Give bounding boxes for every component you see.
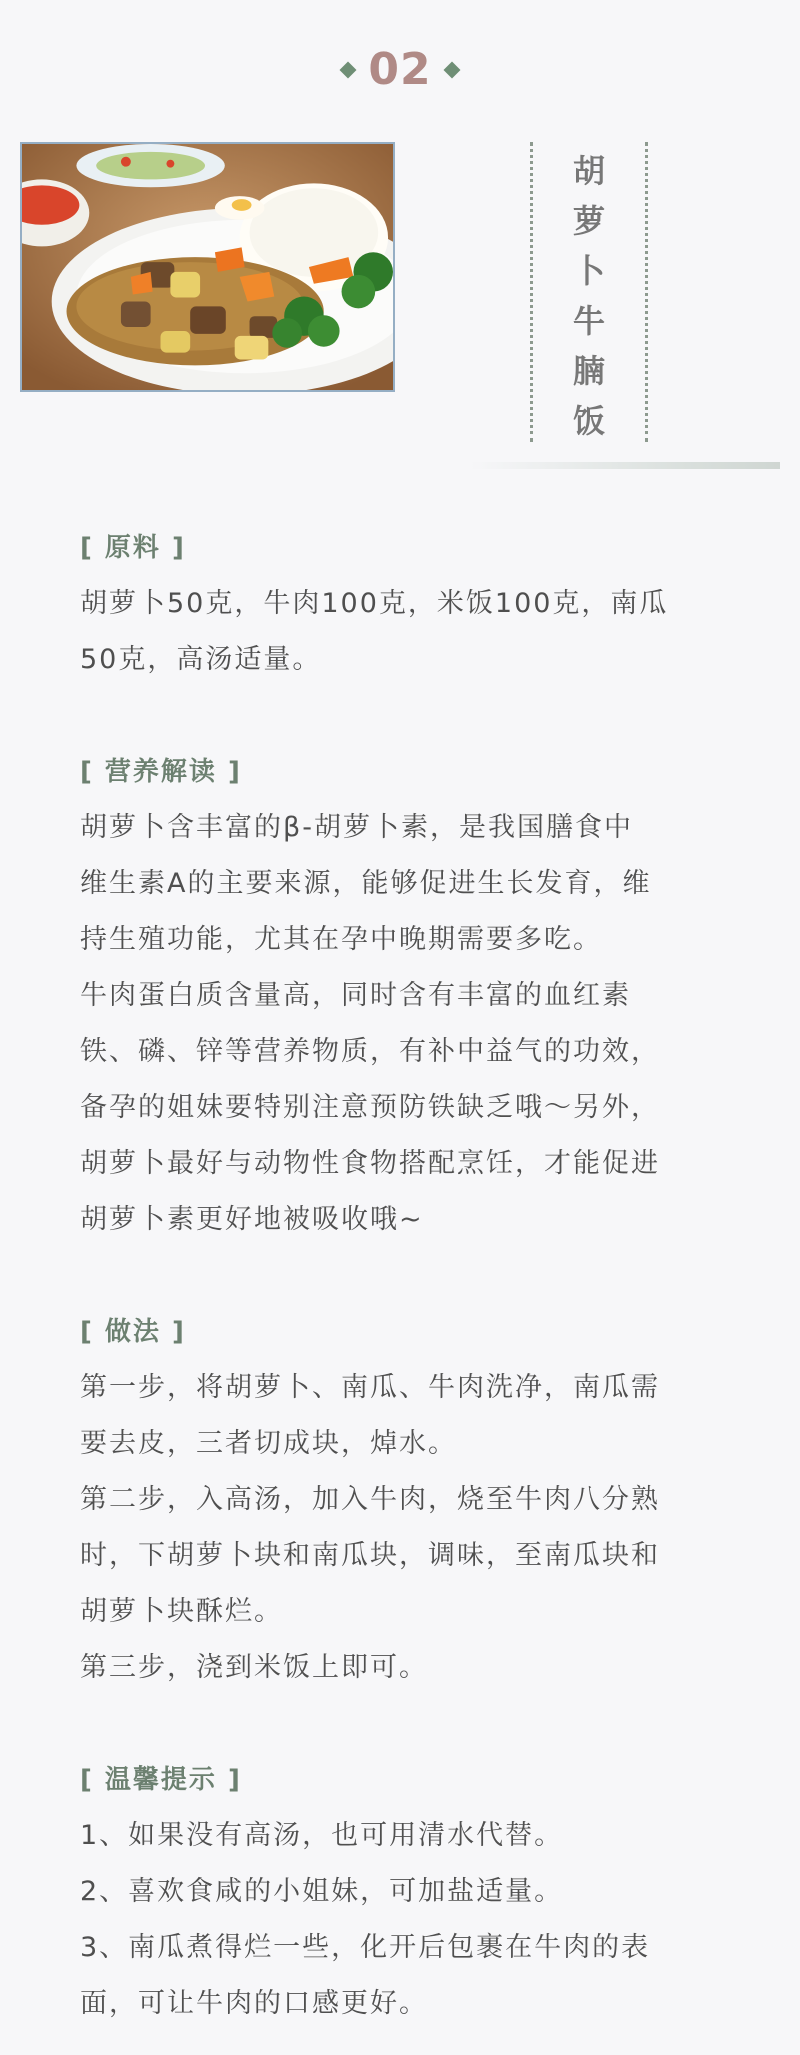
vertical-title-box <box>530 142 648 442</box>
tips-line: 1、如果没有高汤，也可用清水代替。 <box>80 1820 564 1851</box>
recipe-number: 02 <box>368 44 432 95</box>
ingredients-line: 50克，高汤适量。 <box>80 644 322 675</box>
method-line: 时，下胡萝卜块和南瓜块，调味，至南瓜块和 <box>80 1540 660 1571</box>
tips-heading: [ 温馨提示 ] <box>80 1765 242 1795</box>
nutrition-line: 牛肉蛋白质含量高，同时含有丰富的血红素 <box>80 980 631 1011</box>
title-char: 卜 <box>572 252 605 290</box>
diamond-icon <box>340 61 357 78</box>
tips-line: 面，可让牛肉的口感更好。 <box>80 1988 428 2019</box>
nutrition-line: 铁、磷、锌等营养物质，有补中益气的功效， <box>80 1036 660 1067</box>
diamond-icon <box>443 61 460 78</box>
title-char: 饭 <box>572 402 605 440</box>
tips-section <box>80 1752 730 2032</box>
method-section <box>80 1304 730 1696</box>
title-char: 萝 <box>572 202 605 240</box>
title-char: 牛 <box>572 302 605 340</box>
method-line: 第二步，入高汤，加入牛肉，烧至牛肉八分熟 <box>80 1484 660 1515</box>
ingredients-section <box>80 520 730 688</box>
tips-line: 2、喜欢食咸的小姐妹，可加盐适量。 <box>80 1876 564 1907</box>
method-line: 胡萝卜块酥烂。 <box>80 1596 283 1627</box>
title-char: 腩 <box>572 352 605 390</box>
title-char: 胡 <box>572 152 605 190</box>
ingredients-heading: [ 原料 ] <box>80 533 186 563</box>
recipe-content <box>80 520 730 2032</box>
ingredients-line: 胡萝卜50克，牛肉100克，米饭100克，南瓜 <box>80 588 669 619</box>
nutrition-line: 备孕的姐妹要特别注意预防铁缺乏哦～另外， <box>80 1092 660 1123</box>
recipe-title <box>530 146 648 446</box>
nutrition-line: 胡萝卜最好与动物性食物搭配烹饪，才能促进 <box>80 1148 660 1179</box>
method-line: 第一步，将胡萝卜、南瓜、牛肉洗净，南瓜需 <box>80 1372 660 1403</box>
dish-photo <box>20 142 395 392</box>
nutrition-heading: [ 营养解读 ] <box>80 757 242 787</box>
nutrition-line: 维生素A的主要来源，能够促进生长发育，维 <box>80 868 652 899</box>
method-heading: [ 做法 ] <box>80 1317 186 1347</box>
method-line: 第三步，浇到米饭上即可。 <box>80 1652 428 1683</box>
nutrition-line: 胡萝卜含丰富的β-胡萝卜素，是我国膳食中 <box>80 812 633 843</box>
nutrition-line: 胡萝卜素更好地被吸收哦~ <box>80 1204 424 1235</box>
dish-illustration <box>22 144 393 390</box>
nutrition-line: 持生殖功能，尤其在孕中晚期需要多吃。 <box>80 924 602 955</box>
recipe-number-header <box>0 44 800 95</box>
header-divider <box>470 462 780 469</box>
nutrition-section <box>80 744 730 1248</box>
method-line: 要去皮，三者切成块，焯水。 <box>80 1428 457 1459</box>
tips-line: 3、南瓜煮得烂一些，化开后包裹在牛肉的表 <box>80 1932 651 1963</box>
